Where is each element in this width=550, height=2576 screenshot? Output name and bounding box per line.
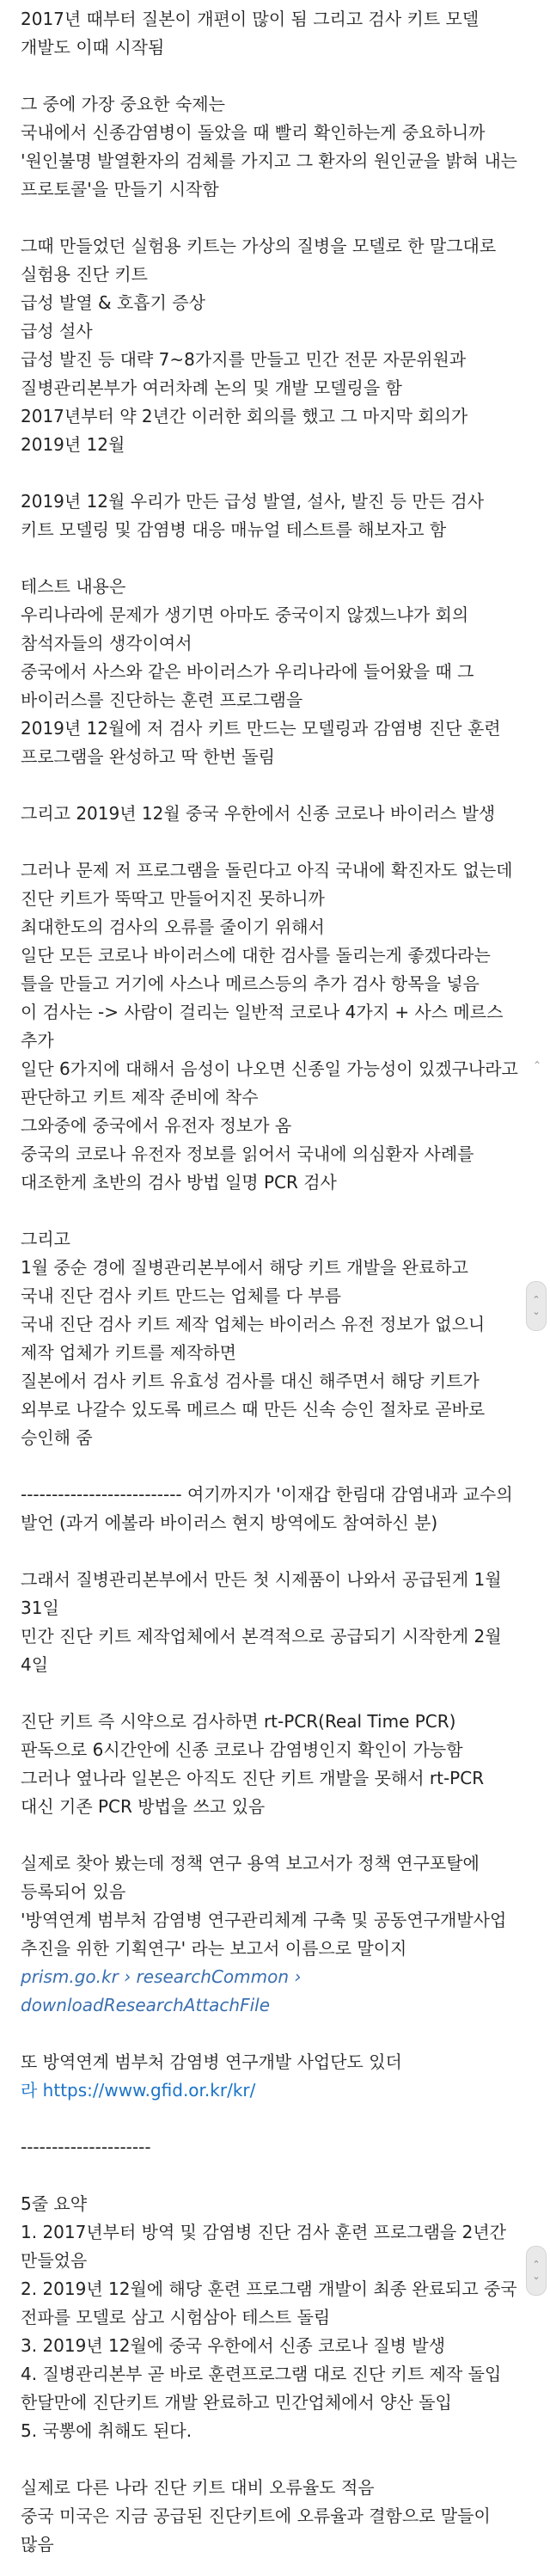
- text-line: 그와중에 중국에서 유전자 정보가 옴: [21, 1115, 292, 1136]
- text-line: 일단 6가지에 대해서 음성이 나오면 신종일 가능성이 있겠구나라고 판단하고 키트 제작 준비에 착수: [21, 1058, 518, 1107]
- text-line: 그리고: [21, 1229, 70, 1249]
- text-line: 그 중에 가장 중요한 숙제는: [21, 94, 225, 114]
- text-line: 실제로 다른 나라 진단 키트 대비 오류율도 적음: [21, 2477, 375, 2498]
- chevron-up-icon: ⌃: [532, 1294, 541, 1305]
- text-line: '방역연계 범부처 감염병 연구관리체계 구축 및 공동연구개발사업 추진을 위한 기획연구' 라는 보고서 이름으로 말이지: [21, 1910, 507, 1959]
- blank-line: [21, 1197, 519, 1225]
- blank-line: [21, 2162, 519, 2190]
- blank-line: [21, 1537, 519, 1566]
- text-line: '원인불명 발열환자의 검체를 가지고 그 환자의 원인균을 밝혀 내는 프로토콜'을 만들기 시작함: [21, 150, 517, 199]
- scroll-pager-button-2[interactable]: [526, 2246, 547, 2296]
- text-line: 2019년 12월에 저 검사 키트 만드는 모델링과 감염병 진단 훈련 프로그램을 완성하고 딱 한번 돌림: [21, 718, 501, 767]
- blank-line: [21, 2445, 519, 2474]
- blank-line: [21, 62, 519, 90]
- blank-line: [21, 459, 519, 488]
- text-line: 이 검사는 -> 사람이 걸리는 일반적 코로나 4가지 + 사스 메르스 추가: [21, 1002, 504, 1051]
- blank-line: [21, 2020, 519, 2048]
- text-line: 그러나 옆나라 일본은 아직도 진단 키트 개발을 못해서 rt-PCR 대신 기존 PCR 방법을 쓰고 있음: [21, 1768, 485, 1817]
- text-line: 우리나라에 문제가 생기면 아마도 중국이지 않겠느냐가 회의 참석자들의 생각이여서: [21, 604, 469, 653]
- text-line: 2019년 12월 우리가 만든 급성 발열, 설사, 발진 등 만든 검사 키트 모델링 및 감염병 대응 매뉴얼 테스트를 해보자고 함: [21, 491, 485, 540]
- text-line: 2. 2019년 12월에 해당 훈련 프로그램 개발이 최종 완료되고 중국 전파를 모델로 삼고 시험삼아 테스트 돌림: [21, 2279, 517, 2328]
- text-line: 2017년 때부터 질본이 개편이 많이 됨 그리고 검사 키트 모델 개발도 이때 시작됨: [21, 9, 480, 58]
- text-line: 실제로 찾아 봤는데 정책 연구 용역 보고서가 정책 연구포탈에 등록되어 있음: [21, 1853, 480, 1902]
- text-line: 5줄 요약: [21, 2193, 88, 2214]
- blank-line: [21, 204, 519, 232]
- blank-line: [21, 771, 519, 800]
- text-line: 중국에서 사스와 같은 바이러스가 우리나라에 들어왔을 때 그 바이러스를 진단하는 훈련 프로그램을: [21, 661, 474, 710]
- link-text[interactable]: prism.go.kr › researchCommon › downloadResearchAttachFile: [21, 1966, 302, 2015]
- chevron-up-icon-2: ⌃: [532, 2259, 541, 2270]
- text-line: 진단 키트 즉 시약으로 검사하면 rt-PCR(Real Time PCR) 판독으로 6시간안에 신종 코로나 감염병인지 확인이 가능함: [21, 1711, 463, 1760]
- text-line: 3. 2019년 12월에 중국 우한에서 신종 코로나 질병 발생: [21, 2335, 446, 2356]
- scroll-pager-button[interactable]: [526, 1281, 547, 1331]
- text-line: -------------------------- 여기까지가 '이재갑 한림대 감염내과 교수의 발언 (과거 에볼라 바이러스 현지 방역에도 참여하신 분): [21, 1484, 513, 1533]
- text-line: 1. 2017년부터 방역 및 감염병 진단 검사 훈련 프로그램을 2년간 만들었음: [21, 2222, 506, 2271]
- text-line: 그때 만들었던 실험용 키트는 가상의 질병을 모델로 한 말그대로 실험용 진단 키트: [21, 236, 497, 285]
- text-line: 질본에서 검사 키트 유효성 검사를 대신 해주면서 해당 키트가 외부로 나갈수 있도록 메르스 때 만든 신속 승인 절차로 곧바로 승인해 줌: [21, 1371, 486, 1448]
- text-line: 급성 발진 등 대략 7~8가지를 만들고 민간 전문 자문위원과 질병관리본부가 여러차례 논의 및 개발 모델링을 함: [21, 349, 467, 398]
- link-text[interactable]: 라 https://www.gfid.or.kr/kr/: [21, 2080, 256, 2101]
- blank-line: [21, 544, 519, 573]
- scroll-up-arrow-icon[interactable]: ⌃: [532, 1059, 542, 1071]
- text-line: 4. 질병관리본부 곧 바로 훈련프로그램 대로 진단 키트 제작 돌입 한달만에 진단키트 개발 완료하고 민간업체에서 양산 돌입: [21, 2364, 502, 2413]
- blank-line: [21, 1679, 519, 1708]
- text-line: 5. 국뽕에 취해도 된다.: [21, 2420, 192, 2441]
- text-line: 국내 진단 검사 키트 만드는 업체를 다 부름: [21, 1285, 341, 1306]
- blank-line: [21, 828, 519, 856]
- text-line: 그러나 문제 저 프로그램을 돌린다고 아직 국내에 확진자도 없는데 진단 키트가 뚝딱고 만들어지진 못하니까: [21, 860, 513, 909]
- chevron-down-icon: ⌄: [532, 1306, 541, 1317]
- text-line: 중국의 코로나 유전자 정보를 읽어서 국내에 의심환자 사례를 대조한게 초반의 검사 방법 일명 PCR 검사: [21, 1144, 474, 1193]
- chevron-down-icon-2: ⌄: [532, 2271, 541, 2282]
- blank-line: [21, 2105, 519, 2133]
- text-line: 일단 모든 코로나 바이러스에 대한 검사를 돌리는게 좋겠다라는 틀을 만들고 거기에 사스나 메르스등의 추가 검사 항목을 넣음: [21, 945, 491, 994]
- text-line: 민간 진단 키트 제작업체에서 본격적으로 공급되기 시작한게 2월 4일: [21, 1626, 502, 1675]
- blank-line: [21, 1452, 519, 1481]
- text-line: 2017년부터 약 2년간 이러한 회의를 했고 그 마지막 회의가 2019년 12월: [21, 406, 468, 455]
- text-line: 중국 미국은 지금 공급된 진단키트에 오류율과 결함으로 말들이 많음: [21, 2505, 491, 2555]
- text-line: 또 방역연계 범부처 감염병 연구개발 사업단도 있더: [21, 2052, 402, 2072]
- text-line: 그래서 질병관리본부에서 만든 첫 시제품이 나와서 공급된게 1월 31일: [21, 1569, 502, 1618]
- text-line: 최대한도의 검사의 오류를 줄이기 위해서: [21, 917, 325, 937]
- text-line: 급성 발열 & 호흡기 증상: [21, 292, 205, 313]
- text-line: 1월 중순 경에 질병관리본부에서 해당 키트 개발을 완료하고: [21, 1257, 468, 1278]
- text-line: 그리고 2019년 12월 중국 우한에서 신종 코로나 바이러스 발생: [21, 803, 496, 824]
- text-line: 국내 진단 검사 키트 제작 업체는 바이러스 유전 정보가 없으니 제작 업체가 키트를 제작하면: [21, 1314, 486, 1363]
- text-line: 테스트 내용은: [21, 576, 126, 597]
- text-line: 급성 설사: [21, 321, 93, 341]
- text-line: ---------------------: [21, 2137, 151, 2157]
- text-line: 국내에서 신종감염병이 돌았을 때 빨리 확인하는게 중요하니까: [21, 122, 486, 143]
- blank-line: [21, 1821, 519, 1849]
